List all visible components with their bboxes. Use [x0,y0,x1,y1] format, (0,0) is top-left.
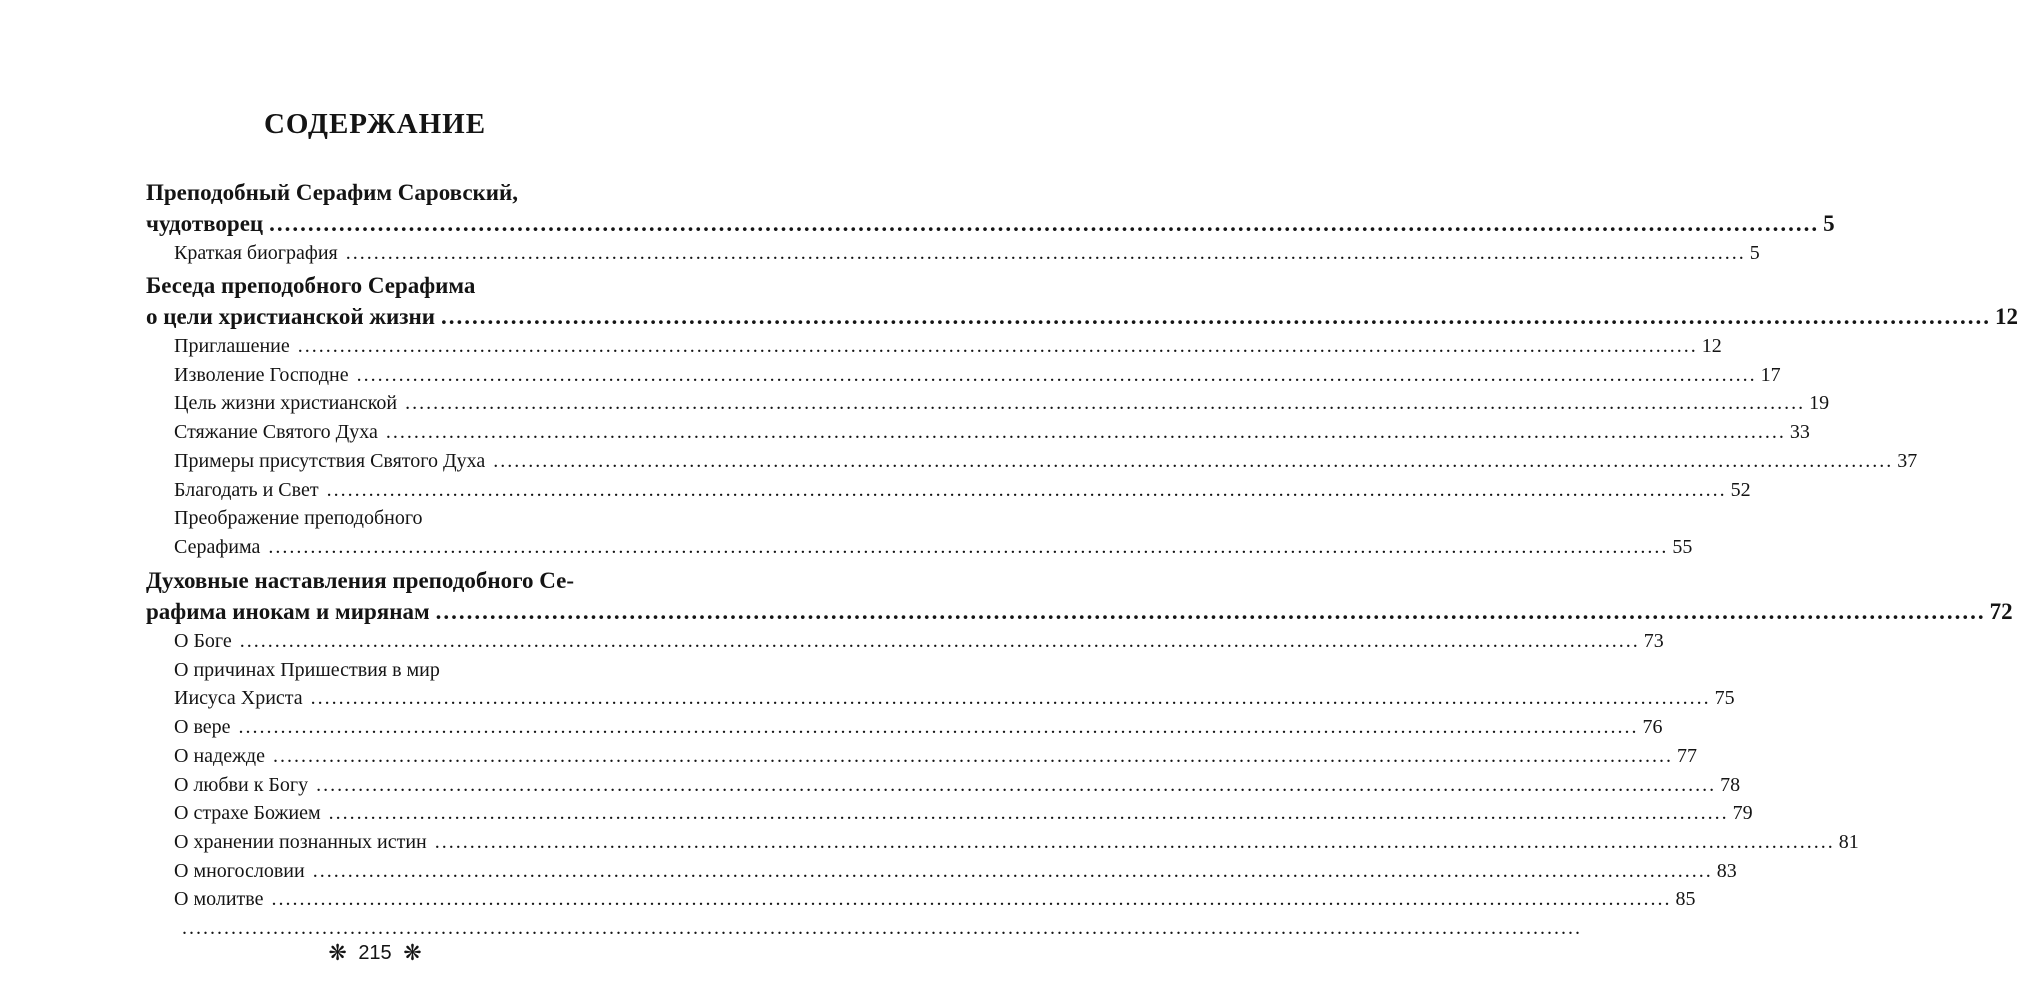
entry-label-line1: Преображение преподобного [174,507,423,530]
section-page-number: 5 [1823,211,1835,236]
entry-label: Примеры присутствия Святого Духа [174,449,486,472]
section-heading-row [146,301,2018,332]
toc-section-3 [146,565,2013,943]
toc-entry [146,799,1753,828]
entry-label: О страхе Божием [174,802,321,825]
entry-label: О многословии [174,859,305,882]
entry-page-number: 37 [1897,449,1918,472]
dot-leader: ........................................................................................................................................................................................................ [405,392,1806,415]
toc-entry [146,476,1751,505]
dot-leader: ........................................................................................................................................................................................................ [493,449,1894,472]
entry-label: Цель жизни христианской [174,392,398,415]
entry-label: О вере [174,716,231,739]
toc-title: СОДЕРЖАНИЕ [263,108,487,140]
section-heading [146,565,2013,627]
dot-leader: ........................................................................................................................................................................................................ [441,304,1992,329]
dot-leader: ........................................................................................................................................................................................................ [385,421,1786,444]
entry-label: Изволение Господне [174,363,349,386]
toc-entry [146,771,1741,800]
toc-entry [146,239,1760,268]
entry-page-number: 78 [1720,773,1741,796]
entry-label-line1: О причинах Пришествия в мир [174,658,440,681]
toc-entry [146,418,1810,447]
entry-label: Приглашение [174,335,290,357]
dot-leader: ........................................................................................................................................................................................................ [268,535,1669,558]
entry-label: Стяжание Святого Духа [174,421,378,444]
section-heading-row [146,596,2013,627]
toc-entry [146,332,1722,361]
section-heading-line1: Беседа преподобного Серафима [146,273,476,298]
entry-label: Благодать и Свет [174,478,319,501]
section-heading [146,177,1835,239]
dot-leader: ........................................................................................................................................................................................................ [328,802,1729,825]
entry-label: Краткая биография [174,242,338,264]
entry-label: О Боге [174,630,232,652]
dot-leader: ........................................................................................................................................................................................................ [271,888,1672,911]
dot-leader: ........................................................................................................................................................................................................ [326,478,1727,501]
toc-section-1 [146,177,1835,268]
toc-entry [146,857,1737,886]
entry-page-number: 5 [1749,242,1760,264]
entry-page-number: 17 [1760,363,1781,386]
section-heading-line2: о цели христианской жизни [146,304,436,329]
section-heading [146,270,2018,332]
entry-page-number: 12 [1701,335,1722,357]
entry-page-number: 75 [1714,687,1735,710]
dot-leader: ........................................................................................................................................................................................................ [435,599,1986,624]
entry-page-number: 77 [1676,744,1697,767]
section-page-number: 12 [1995,304,2018,329]
toc-entry [146,656,1735,713]
dot-leader: ........................................................................................................................................................................................................ [272,744,1673,767]
toc-entry [146,361,1781,390]
dot-leader: ........................................................................................................................................................................................................ [356,363,1757,386]
section-heading-row [146,208,1835,239]
dot-leader: ........................................................................................................................................................................................................ [434,830,1835,853]
toc-entry [146,447,1918,476]
dot-leader: ........................................................................................................................................................................................................ [316,773,1717,796]
dot-leader: ........................................................................................................................................................................................................ [239,630,1640,652]
toc-entry [146,627,1664,656]
entry-label: Иисуса Христа [174,687,303,710]
entry-label: Серафима [174,535,261,558]
dot-leader: ........................................................................................................................................................................................................ [269,211,1820,236]
dot-leader: ........................................................................................................................................................................................................ [182,917,1582,940]
dot-leader: ........................................................................................................................................................................................................ [297,335,1698,357]
page-number: 215 [358,942,392,964]
toc-entry [146,713,1663,742]
toc-entry [146,885,1696,914]
toc-section-2 [146,270,2018,562]
section-heading-line2: чудотворец [146,211,264,236]
section-heading-line1: Духовные наставления преподобного Се- [146,568,575,593]
toc-entry [146,742,1697,771]
entry-page-number: 55 [1672,535,1693,558]
entry-page-number: 85 [1675,888,1696,911]
toc-entry [146,389,1830,418]
entry-page-number: 52 [1730,478,1751,501]
entry-page-number: 79 [1732,802,1753,825]
entry-page-number: 76 [1642,716,1663,739]
dot-leader: ........................................................................................................................................................................................................ [345,242,1746,264]
ornament-left-icon: ❋ [328,940,347,965]
ornament-right-icon: ❋ [403,940,422,965]
dot-leader: ........................................................................................................................................................................................................ [310,687,1711,710]
entry-label: О надежде [174,744,265,767]
entry-label: О любви к Богу [174,773,309,796]
entry-label: О молитве [174,888,264,911]
section-heading-line1: Преподобный Серафим Саровский, [146,180,519,205]
page-footer [0,940,750,966]
toc-entry [146,828,1859,857]
toc-entry [146,914,1582,943]
entry-page-number: 19 [1809,392,1830,415]
section-page-number: 72 [1989,599,2013,624]
dot-leader: ........................................................................................................................................................................................................ [238,716,1639,739]
entry-page-number: 73 [1643,630,1664,652]
dot-leader: ........................................................................................................................................................................................................ [312,859,1713,882]
section-heading-line2: рафима инокам и мирянам [146,599,430,624]
entry-page-number: 83 [1716,859,1737,882]
entry-label: О хранении познанных истин [174,830,427,853]
entry-page-number: 33 [1789,421,1810,444]
toc-entry [146,504,1693,561]
entry-page-number: 81 [1838,830,1859,853]
